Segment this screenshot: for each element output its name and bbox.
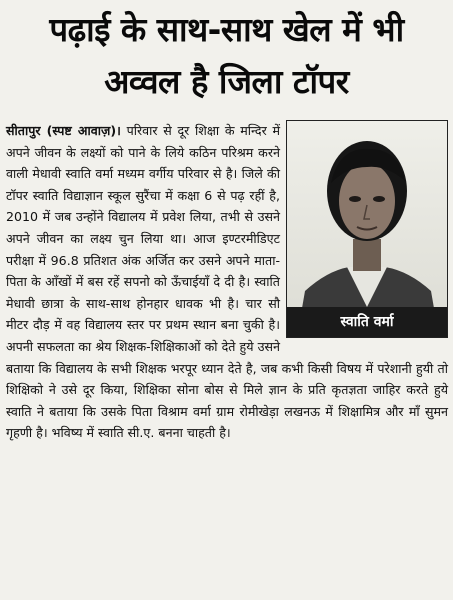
headline-line-1: पढ़ाई के साथ-साथ खेल में भी [49,10,404,49]
photo-caption: स्वाति वर्मा [287,307,447,337]
article-body [6,120,448,444]
headline-line-2: अव्वल है जिला टॉपर [104,62,349,101]
dateline: सीतापुर (स्पष्ट आवाज़)। [6,123,121,138]
article-text: परिवार से दूर शिक्षा के मन्दिर में अपने जीवन के लक्ष्यों को पाने के लिये कठिन परिश्रम करने वाली मेधावी स्वाति वर्मा मध्यम वर्गीय परिवार से है। जिले की टॉपर स्वाति विद्याज्ञान स्कूल सुरैंचा में कक्षा 6 से पढ़ रहीं है, 2010 में जब उन्होंने विद्यालय में प्रवेश लिया, तभी से उसने अपने जीवन का लक्ष्य चुन लिया था। आज इण्टरमीडिएट परीक्षा में 96.8 प्रतिशत अंक अर्जित कर उसने अपने माता-पिता के आँखों में बस रहें सपनो को ऊँचाईयाँ दे दी है। स्वाति मेधावी छात्रा के साथ-साथ होनहार धावक भी है। चार सौ मीटर दौड़ में वह विद्यालय स्तर पर प्रथम स्थान बना चुकी है। अपनी सफलता का श्रेय शिक्षक-शिक्षिकाओं को देते हुये उसने बताया कि विद्यालय के सभी शिक्षक भरपूर ध्यान देते है, जब कभी किसी विषय में परेशानी हुयी तो शिक्षिको ने उसे दूर किया, शिक्षिका सोना बोस से मिले ज्ञान के प्रति कृतज्ञता जाहिर करते हुये स्वाति ने बताया कि उसके पिता विश्राम वर्मा ग्राम रोमीखेड़ा लखनऊ में शिक्षामित्र और माँ सुमन गृहणी है। भविष्य में स्वाति सी.ए. बनना चाहती है। [6,123,448,441]
student-photo [286,120,448,338]
student-portrait-icon [287,121,447,337]
headline [0,4,453,108]
